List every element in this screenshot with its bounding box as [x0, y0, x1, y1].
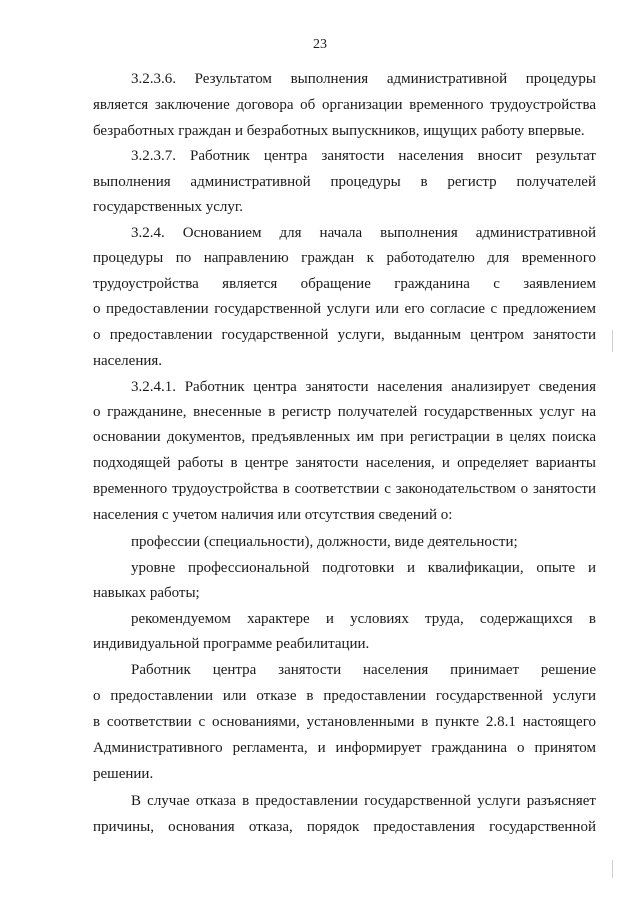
page-number: 23 [313, 37, 327, 52]
text-line: населения. [93, 353, 163, 369]
text-line: 3.2.3.7. Работник центра занятости населения вносит результат [131, 148, 596, 164]
scan-artifact [612, 860, 613, 878]
text-line: причины, основания отказа, порядок предоставления государственной [93, 819, 596, 835]
text-line: в соответствии с основаниями, установленными в пункте 2.8.1 настоящего [93, 714, 596, 730]
text-line: о гражданине, внесенные в регистр получателей государственных услуг на [93, 404, 596, 420]
text-line: о предоставлении или отказе в предоставлении государственной услуги [93, 688, 596, 704]
text-line: 3.2.3.6. Результатом выполнения административной процедуры [131, 71, 596, 87]
text-line: населения с учетом наличия или отсутствия сведений о: [93, 507, 453, 523]
text-line: о предоставлении государственной услуги или его согласие с предложением [93, 301, 596, 317]
text-line: выполнения административной процедуры в регистр получателей [93, 174, 596, 190]
text-line: индивидуальной программе реабилитации. [93, 636, 370, 652]
text-line: навыках работы; [93, 585, 200, 601]
text-line: 3.2.4. Основанием для начала выполнения административной [131, 225, 596, 241]
text-line: уровне профессиональной подготовки и квалификации, опыте и [131, 560, 596, 576]
text-line: о предоставлении государственной услуги, выданным центром занятости [93, 327, 596, 343]
text-line: решении. [93, 766, 154, 782]
text-line: основании документов, предъявленных им при регистрации в целях поиска [93, 429, 596, 445]
text-line: 3.2.4.1. Работник центра занятости населения анализирует сведения [131, 379, 596, 395]
text-line: процедуры по направлению граждан к работодателю для временного [93, 250, 596, 266]
text-line: Административного регламента, и информирует гражданина о принятом [93, 740, 596, 756]
text-line: временного трудоустройства в соответствии с законодательством о занятости [93, 481, 596, 497]
text-line: профессии (специальности), должности, виде деятельности; [131, 534, 518, 550]
text-line: государственных услуг. [93, 199, 244, 215]
scan-artifact [612, 330, 613, 352]
text-line: Работник центра занятости населения принимает решение [131, 662, 596, 678]
text-line: трудоустройства является обращение гражданина с заявлением [93, 276, 596, 292]
text-line: рекомендуемом характере и условиях труда, содержащихся в [131, 611, 596, 627]
text-line: подходящей работы в центре занятости населения, и определяет варианты [93, 455, 596, 471]
text-line: является заключение договора об организации временного трудоустройства [93, 97, 596, 113]
text-line: В случае отказа в предоставлении государственной услуги разъясняет [131, 793, 596, 809]
text-line: безработных граждан и безработных выпускников, ищущих работу впервые. [93, 123, 585, 139]
